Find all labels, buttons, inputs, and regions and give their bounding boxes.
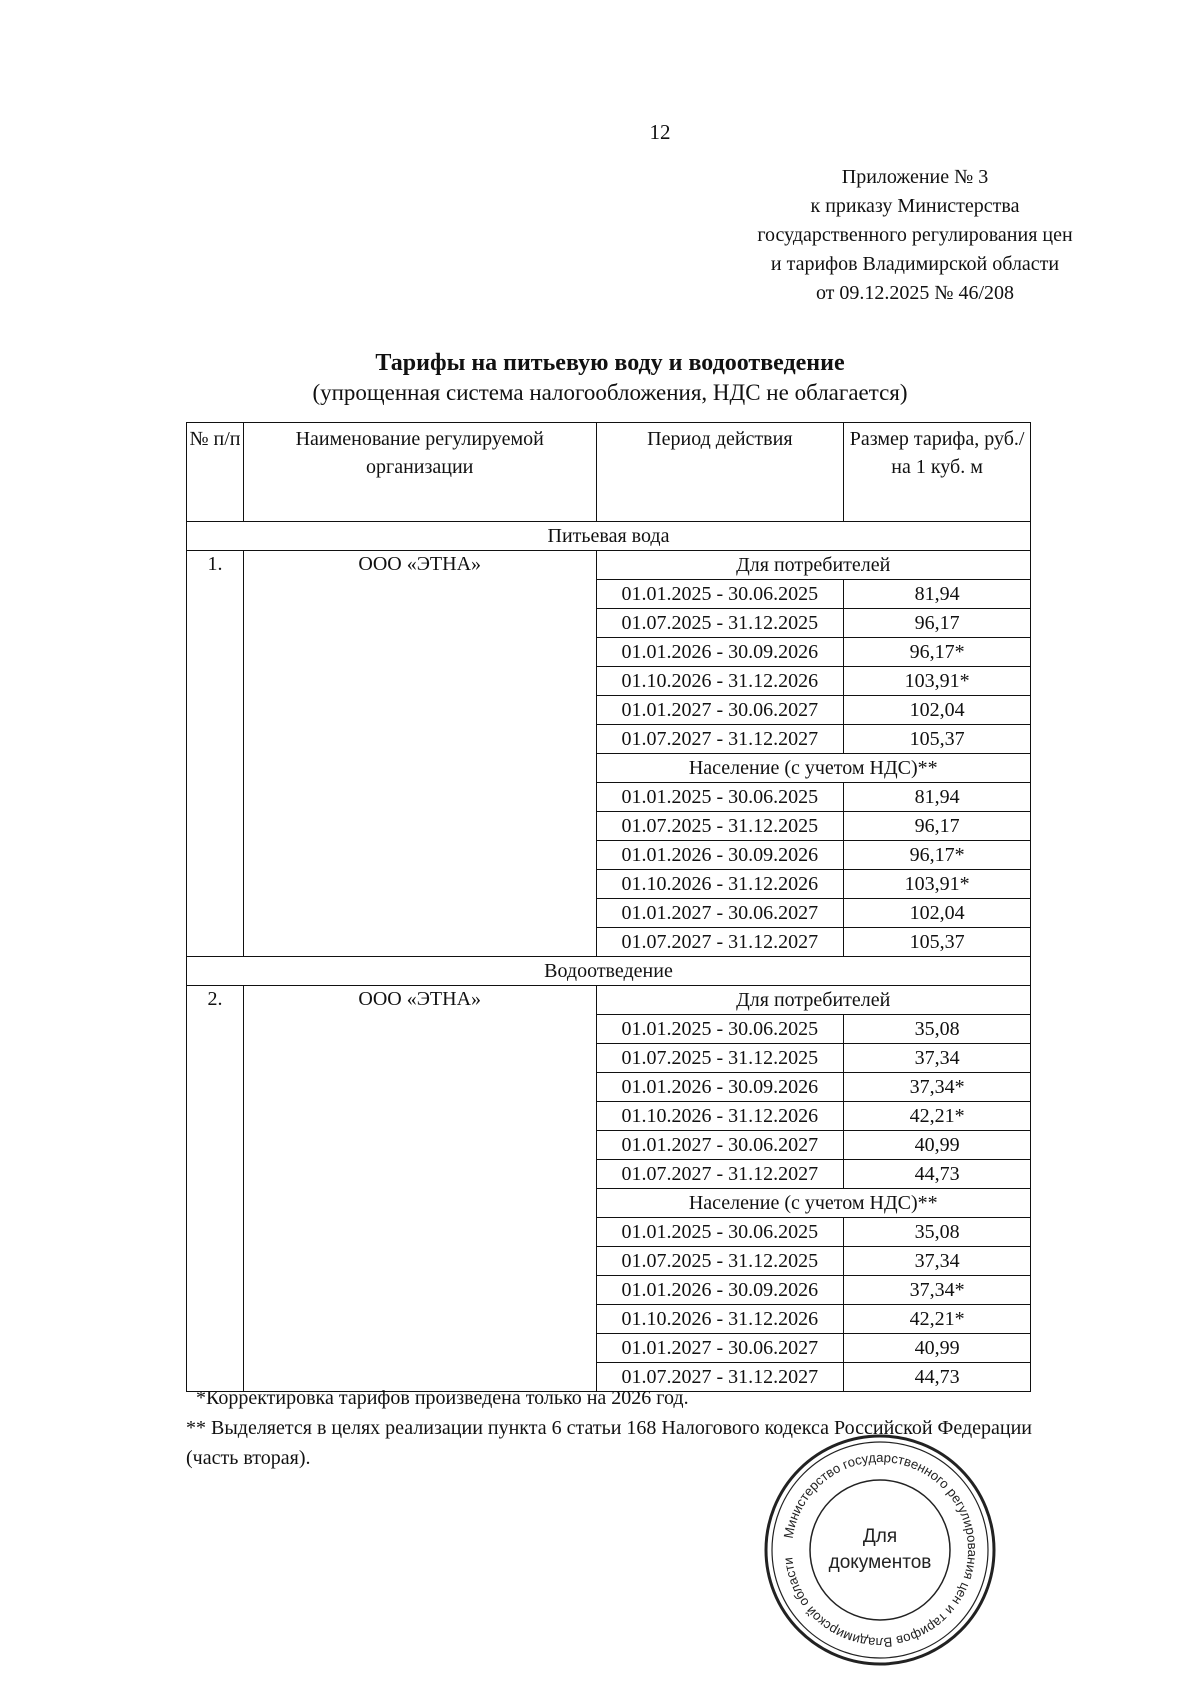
table-head (187, 423, 1031, 522)
period-cell: 01.07.2027 - 31.12.2027 (596, 725, 844, 754)
header-num: № п/п (187, 423, 244, 522)
rate-cell: 96,17 (844, 812, 1031, 841)
group-row (187, 986, 1031, 1015)
document-title: Тарифы на питьевую воду и водоотведение (375, 350, 845, 376)
period-cell: 01.07.2027 - 31.12.2027 (596, 928, 844, 957)
stamp-center-line2: документов (828, 1552, 932, 1573)
rate-cell: 103,91* (844, 870, 1031, 899)
rate-cell: 96,17 (844, 609, 1031, 638)
title-block (180, 348, 1040, 408)
row-number: 1. (187, 551, 244, 957)
period-cell: 01.10.2026 - 31.12.2026 (596, 870, 844, 899)
header-org: Наименование регулируемой организации (243, 423, 596, 522)
rate-cell: 40,99 (844, 1131, 1031, 1160)
period-cell: 01.01.2026 - 30.09.2026 (596, 1073, 844, 1102)
stamp-center-line1: Для (862, 1526, 898, 1547)
section-row (187, 522, 1031, 551)
consumer-group-label: Для потребителей (596, 551, 1031, 580)
period-cell: 01.01.2027 - 30.06.2027 (596, 1131, 844, 1160)
section-title: Питьевая вода (187, 522, 1031, 551)
period-cell: 01.01.2026 - 30.09.2026 (596, 1276, 844, 1305)
rate-cell: 102,04 (844, 899, 1031, 928)
footnote-2: ** Выделяется в целях реализации пункта 6 статьи 168 Налогового кодекса Российской Федерации (часть вторая). (186, 1417, 1033, 1469)
row-number: 2. (187, 986, 244, 1392)
rate-cell: 37,34 (844, 1044, 1031, 1073)
period-cell: 01.07.2025 - 31.12.2025 (596, 609, 844, 638)
ministry-stamp (760, 1430, 1000, 1670)
organization-name: ООО «ЭТНА» (243, 551, 596, 957)
rate-cell: 96,17* (844, 841, 1031, 870)
period-cell: 01.01.2025 - 30.06.2025 (596, 783, 844, 812)
period-cell: 01.01.2027 - 30.06.2027 (596, 1334, 844, 1363)
rate-cell: 105,37 (844, 725, 1031, 754)
rate-cell: 105,37 (844, 928, 1031, 957)
rate-cell: 42,21* (844, 1102, 1031, 1131)
group-row (187, 551, 1031, 580)
appendix-line: Приложение № 3 (841, 166, 989, 188)
consumer-group-label: Население (с учетом НДС)** (596, 1189, 1031, 1218)
appendix-line: от 09.12.2025 № 46/208 (815, 282, 1015, 304)
period-cell: 01.01.2027 - 30.06.2027 (596, 696, 844, 725)
stamp-ring-text: Министерство государственного регулирования цен и тарифов Владимирской области (780, 1449, 981, 1651)
period-cell: 01.10.2026 - 31.12.2026 (596, 1102, 844, 1131)
appendix-line: государственного регулирования цен (757, 224, 1073, 246)
rate-cell: 44,73 (844, 1160, 1031, 1189)
appendix-line: и тарифов Владимирской области (770, 253, 1060, 275)
consumer-group-label: Для потребителей (596, 986, 1031, 1015)
period-cell: 01.10.2026 - 31.12.2026 (596, 1305, 844, 1334)
rate-cell: 37,34* (844, 1276, 1031, 1305)
page-number: 12 (649, 120, 671, 144)
period-cell: 01.01.2025 - 30.06.2025 (596, 1015, 844, 1044)
period-cell: 01.10.2026 - 31.12.2026 (596, 667, 844, 696)
organization-name: ООО «ЭТНА» (243, 986, 596, 1392)
document-subtitle: (упрощенная система налогообложения, НДС не облагается) (312, 380, 908, 405)
rate-cell: 35,08 (844, 1218, 1031, 1247)
period-cell: 01.01.2026 - 30.09.2026 (596, 638, 844, 667)
period-cell: 01.01.2025 - 30.06.2025 (596, 580, 844, 609)
section-title: Водоотведение (187, 957, 1031, 986)
table-body (187, 522, 1031, 1392)
rate-cell: 35,08 (844, 1015, 1031, 1044)
rate-cell: 81,94 (844, 580, 1031, 609)
rate-cell: 40,99 (844, 1334, 1031, 1363)
period-cell: 01.07.2025 - 31.12.2025 (596, 1044, 844, 1073)
rate-cell: 42,21* (844, 1305, 1031, 1334)
consumer-group-label: Население (с учетом НДС)** (596, 754, 1031, 783)
rate-cell: 37,34 (844, 1247, 1031, 1276)
period-cell: 01.01.2027 - 30.06.2027 (596, 899, 844, 928)
header-rate: Размер тарифа, руб./на 1 куб. м (844, 423, 1031, 522)
rate-cell: 96,17* (844, 638, 1031, 667)
section-row (187, 957, 1031, 986)
period-cell: 01.01.2025 - 30.06.2025 (596, 1218, 844, 1247)
rate-cell: 44,73 (844, 1363, 1031, 1392)
period-cell: 01.07.2027 - 31.12.2027 (596, 1363, 844, 1392)
rate-cell: 37,34* (844, 1073, 1031, 1102)
period-cell: 01.07.2025 - 31.12.2025 (596, 812, 844, 841)
rate-cell: 102,04 (844, 696, 1031, 725)
header-row (187, 423, 1031, 522)
period-cell: 01.07.2025 - 31.12.2025 (596, 1247, 844, 1276)
tariff-table (186, 422, 1031, 1392)
period-cell: 01.07.2027 - 31.12.2027 (596, 1160, 844, 1189)
rate-cell: 81,94 (844, 783, 1031, 812)
footnote-1: *Корректировка тарифов произведена только на 2026 год. (196, 1387, 689, 1409)
appendix-line: к приказу Министерства (810, 195, 1020, 217)
appendix-header (700, 163, 1130, 308)
header-period: Период действия (596, 423, 844, 522)
period-cell: 01.01.2026 - 30.09.2026 (596, 841, 844, 870)
rate-cell: 103,91* (844, 667, 1031, 696)
